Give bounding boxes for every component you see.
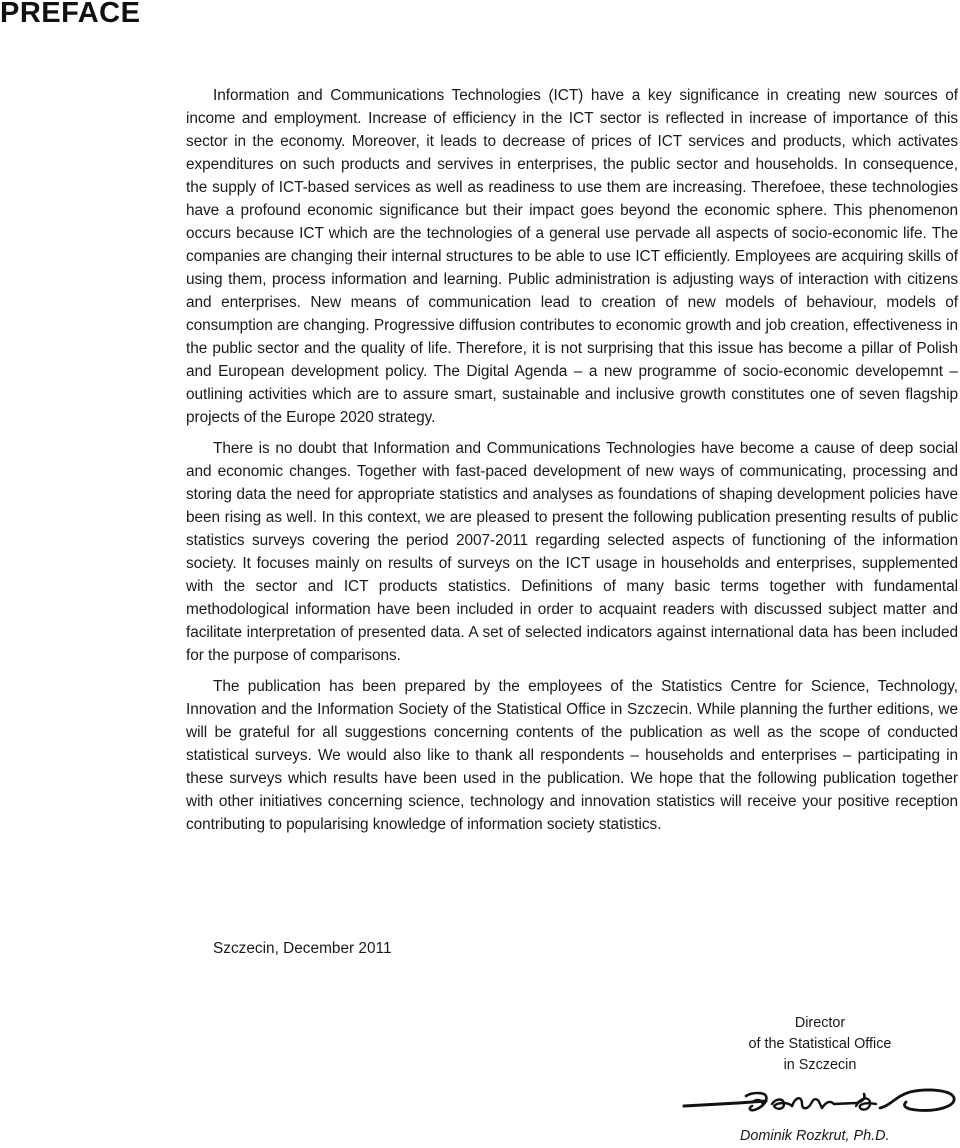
page-title: PREFACE — [0, 0, 141, 29]
signatory-title-line-2: of the Statistical Office — [748, 1036, 892, 1052]
signature-block — [720, 1013, 920, 1076]
handwritten-signature — [680, 1082, 960, 1122]
preface-paragraph-3: The publication has been prepared by the employees of the Statistics Centre for Science, Technology, Innovation and the Information Society of the Statistical Office in Szczecin. While planning the further editions, we will be grateful for all suggestions concerning contents of the publication as well as the scope of conducted statistical surveys. We would also like to thank all respondents – households and enterprises – participating in these surveys which results have been used in the publication. We hope that the following publication together with other initiatives concerning science, technology and innovation statistics will receive your positive reception contributing to popularising knowledge of information society statistics. — [186, 678, 958, 833]
preface-body — [186, 84, 958, 844]
preface-paragraph-2: There is no doubt that Information and Communications Technologies have become a cause of deep social and economic changes. Together with fast-paced development of new ways of communicating, processing and storing data the need for appropriate statistics and analyses as foundations of shaping development policies have been rising as well. In this context, we are pleased to present the following publication presenting results of public statistics surveys covering the period 2007-2011 regarding selected aspects of functioning of the information society. It focuses mainly on results of surveys on the ICT usage in households and enterprises, supplemented with the sector and ICT products statistics. Definitions of many basic terms together with fundamental methodological information have been included in order to acquaint readers with discussed subject matter and facilitate interpretation of presented data. A set of selected indicators against international data has been included for the purpose of comparisons. — [186, 440, 958, 664]
signatory-title-line-3: in Szczecin — [783, 1057, 857, 1073]
signer-name: Dominik Rozkrut, Ph.D. — [740, 1128, 890, 1144]
signatory-title-line-1: Director — [794, 1015, 846, 1031]
place-and-date: Szczecin, December 2011 — [213, 940, 392, 957]
preface-paragraph-1: Information and Communications Technologies (ICT) have a key significance in creating new sources of income and employment. Increase of efficiency in the ICT sector is reflected in increase of importance of this sector in the economy. Moreover, it leads to decrease of prices of ICT services and products, which activates expenditures on such products and servives in enterprises, the public sector and households. In consequence, the supply of ICT-based services as well as readiness to use them are increasing. Therefoee, these technologies have a profound economic significance but their impact goes beyond the economic sphere. This phenomenon occurs because ICT which are the technologies of a general use pervade all aspects of socio-economic life. The companies are changing their internal structures to be able to use ICT efficiently. Employees are acquiring skills of using them, process information and learning. Public administration is adjusting ways of interaction with citizens and enterprises. New means of communication lead to creation of new models of behaviour, models of consumption are changing. Progressive diffusion contributes to economic growth and job creation, effectiveness in the public sector and the quality of life. Therefore, it is not surprising that this issue has become a pillar of Polish and European development policy. The Digital Agenda – a new programme of socio-economic developemnt – outlining activities which are to assure smart, sustainable and inclusive growth constitutes one of seven flagship projects of the Europe 2020 strategy. — [186, 87, 958, 426]
